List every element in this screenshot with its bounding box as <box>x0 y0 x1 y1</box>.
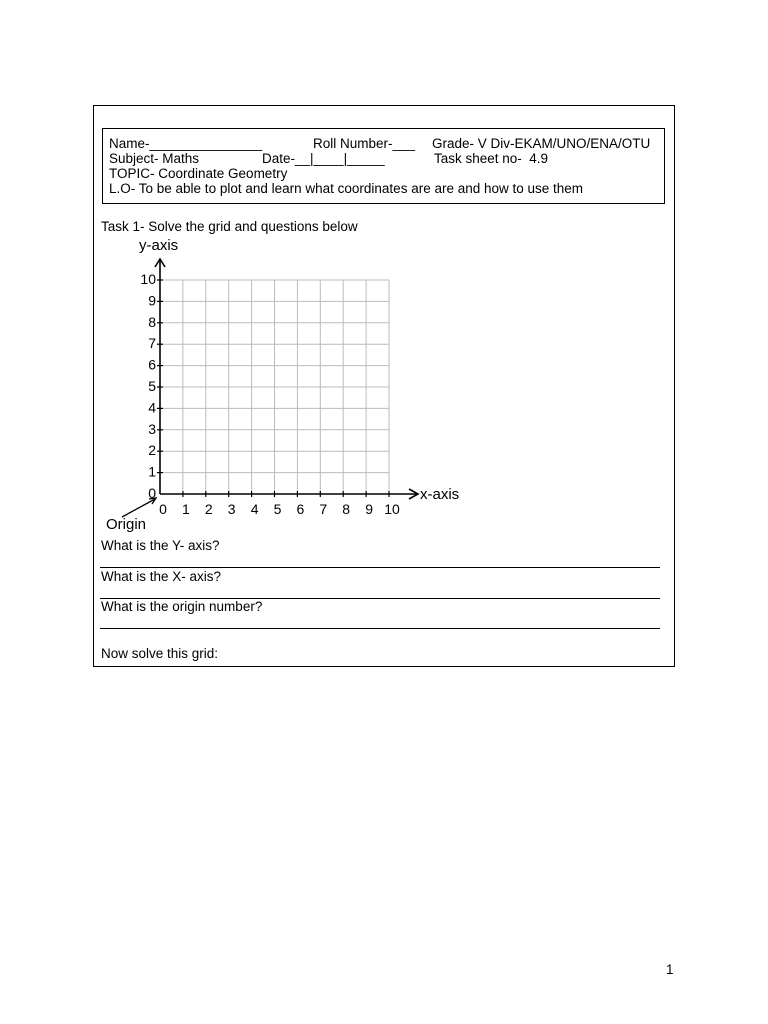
x-tick-label: 7 <box>319 501 328 517</box>
origin-label: Origin <box>106 516 147 533</box>
name-field: Name-_______________ <box>109 136 263 151</box>
date-field: Date-__|____|_____ <box>262 151 385 166</box>
task-sheet-number: Task sheet no- 4.9 <box>434 151 549 166</box>
topic-label: TOPIC- Coordinate Geometry <box>109 166 288 181</box>
y-tick-label: 0 <box>148 485 156 501</box>
y-tick-label: 5 <box>148 378 156 394</box>
question-y-axis: What is the Y- axis? <box>101 538 220 553</box>
page-number: 1 <box>666 962 674 977</box>
y-tick-label: 3 <box>148 420 156 437</box>
question-x-axis: What is the X- axis? <box>101 569 222 584</box>
x-tick-label: 0 <box>159 501 167 517</box>
x-tick-label: 4 <box>250 501 259 517</box>
x-tick-label: 3 <box>227 501 236 517</box>
task-title: Task 1- Solve the grid and questions below <box>101 219 358 234</box>
origin-arrow <box>122 499 155 517</box>
y-tick-label: 7 <box>148 335 156 352</box>
learning-objective: L.O- To be able to plot and learn what coordinates are are and how to use them <box>109 181 584 196</box>
x-tick-label: 2 <box>204 501 213 517</box>
x-tick-label: 10 <box>384 501 400 517</box>
y-tick-label: 1 <box>148 463 156 480</box>
grade-division: Grade- V Div-EKAM/UNO/ENA/OTU <box>432 136 651 151</box>
x-tick-label: 8 <box>342 501 351 517</box>
y-tick-label: 8 <box>148 313 156 330</box>
x-tick-label: 9 <box>365 501 373 517</box>
y-tick-label: 4 <box>148 399 156 416</box>
y-tick-label: 9 <box>148 292 156 309</box>
x-axis-label: x-axis <box>420 486 460 503</box>
grid-lines <box>160 280 389 494</box>
x-tick-label: 5 <box>273 501 282 517</box>
axes <box>155 259 418 499</box>
tick-labels <box>140 271 400 517</box>
y-tick-label: 10 <box>140 271 156 287</box>
subject-label: Subject- Maths <box>109 151 200 166</box>
y-tick-label: 6 <box>148 356 156 373</box>
question-origin: What is the origin number? <box>101 599 263 614</box>
solve-prompt: Now solve this grid: <box>101 646 219 661</box>
x-tick-label: 6 <box>296 501 305 517</box>
y-tick-label: 2 <box>148 442 156 459</box>
x-tick-label: 1 <box>182 501 190 517</box>
roll-number-field: Roll Number-___ <box>313 136 416 151</box>
y-axis-label: y-axis <box>139 237 179 254</box>
